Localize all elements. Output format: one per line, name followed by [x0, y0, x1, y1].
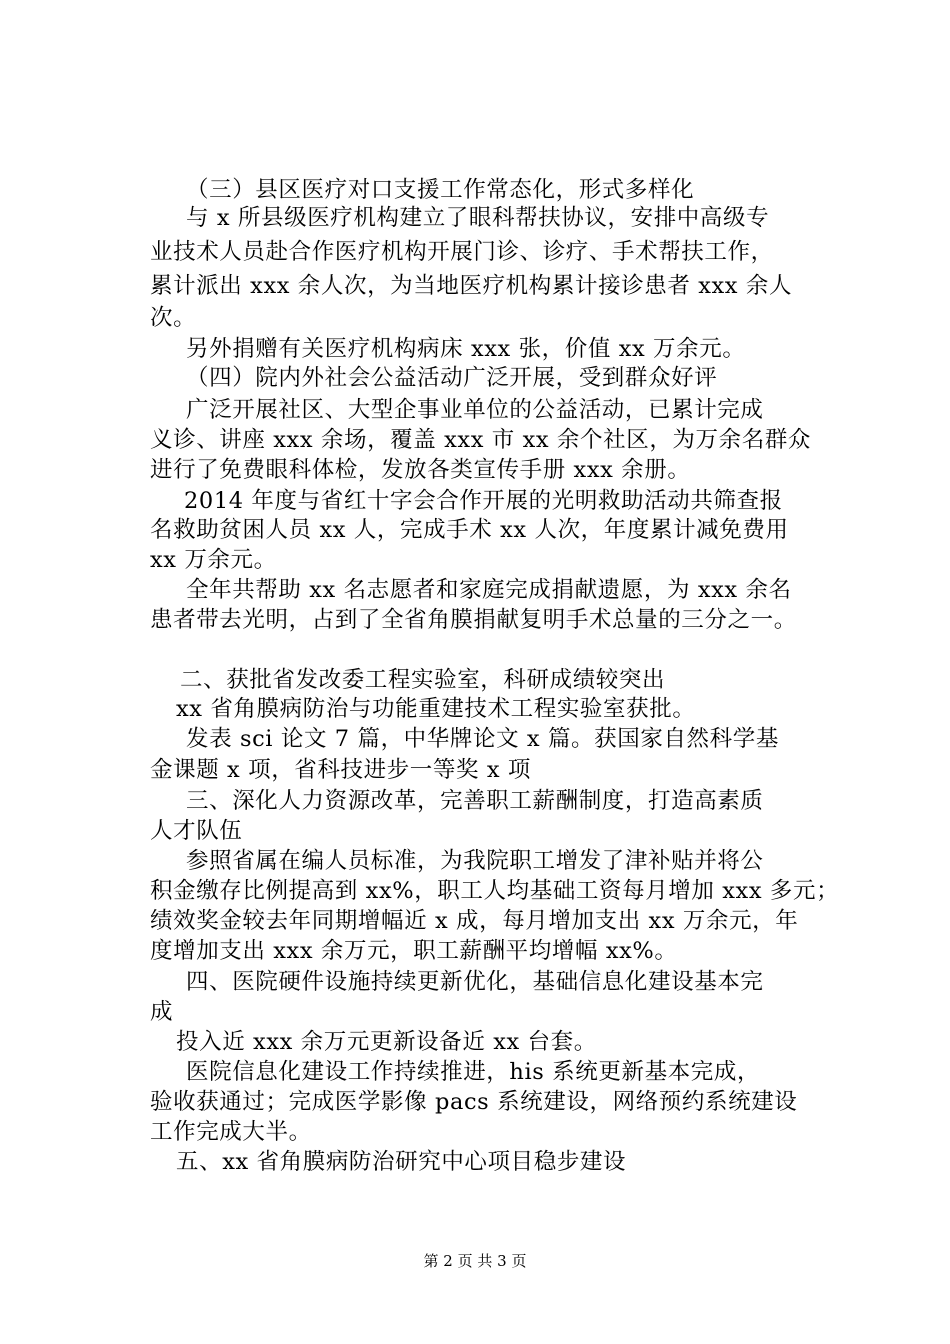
text-line: 四、医院硬件设施持续更新优化，基础信息化建设基本完	[186, 969, 764, 995]
text-line: 二、获批省发改委工程实验室，科研成绩较突出	[180, 667, 666, 693]
text-line: 金课题 x 项，省科技进步一等奖 x 项	[150, 757, 531, 783]
text-line: 患者带去光明，占到了全省角膜捐献复明手术总量的三分之一。	[150, 607, 797, 633]
text-line: 与 x 所县级医疗机构建立了眼科帮扶协议，安排中高级专	[186, 205, 770, 231]
text-line: 次。	[150, 305, 197, 331]
text-line: 另外捐赠有关医疗机构病床 xxx 张，价值 xx 万余元。	[186, 336, 746, 362]
text-line: xx 万余元。	[150, 547, 277, 573]
text-line: 参照省属在编人员标准，为我院职工增发了津补贴并将公	[186, 848, 764, 874]
text-line: 发表 sci 论文 7 篇，中华牌论文 x 篇。获国家自然科学基	[186, 726, 779, 752]
text-line: 人才队伍	[150, 818, 243, 844]
text-line: xx 省角膜病防治与功能重建技术工程实验室获批。	[176, 696, 696, 722]
text-line: 全年共帮助 xx 名志愿者和家庭完成捐献遗愿，为 xxx 余名	[186, 577, 792, 603]
text-line: 度增加支出 xxx 余万元，职工薪酬平均增幅 xx%。	[150, 938, 678, 964]
text-line: 五、xx 省角膜病防治研究中心项目稳步建设	[176, 1149, 627, 1175]
page-footer: 第 2 页 共 3 页	[423, 1252, 527, 1270]
text-line: 绩效奖金较去年同期增幅近 x 成，每月增加支出 xx 万余元，年	[150, 908, 799, 934]
text-line: 2014 年度与省红十字会合作开展的光明救助活动共筛查报	[184, 488, 783, 514]
text-line: 累计派出 xxx 余人次，为当地医疗机构累计接诊患者 xxx 余人	[150, 273, 793, 299]
text-line: 义诊、讲座 xxx 余场，覆盖 xxx 市 xx 余个社区，为万余名群众	[150, 427, 812, 453]
text-line: 成	[150, 999, 174, 1025]
text-line: 投入近 xxx 余万元更新设备近 xx 台套。	[176, 1029, 597, 1055]
text-line: （四）院内外社会公益活动广泛开展，受到群众好评	[186, 365, 718, 391]
text-line: 广泛开展社区、大型企事业单位的公益活动，已累计完成	[186, 397, 764, 423]
text-line: （三）县区医疗对口支援工作常态化，形式多样化	[186, 177, 695, 203]
text-line: 业技术人员赴合作医疗机构开展门诊、诊疗、手术帮扶工作，	[150, 239, 774, 265]
text-line: 三、深化人力资源改革，完善职工薪酬制度，打造高素质	[186, 788, 764, 814]
text-line: 工作完成大半。	[150, 1119, 312, 1145]
text-line: 医院信息化建设工作持续推进，his 系统更新基本完成，	[186, 1059, 761, 1085]
text-line: 名救助贫困人员 xx 人，完成手术 xx 人次，年度累计减免费用	[150, 517, 789, 543]
text-line: 进行了免费眼科体检，发放各类宣传手册 xxx 余册。	[150, 457, 691, 483]
text-line: 积金缴存比例提高到 xx%，职工人均基础工资每月增加 xxx 多元；	[150, 878, 840, 904]
text-line: 验收获通过；完成医学影像 pacs 系统建设，网络预约系统建设	[150, 1089, 798, 1115]
